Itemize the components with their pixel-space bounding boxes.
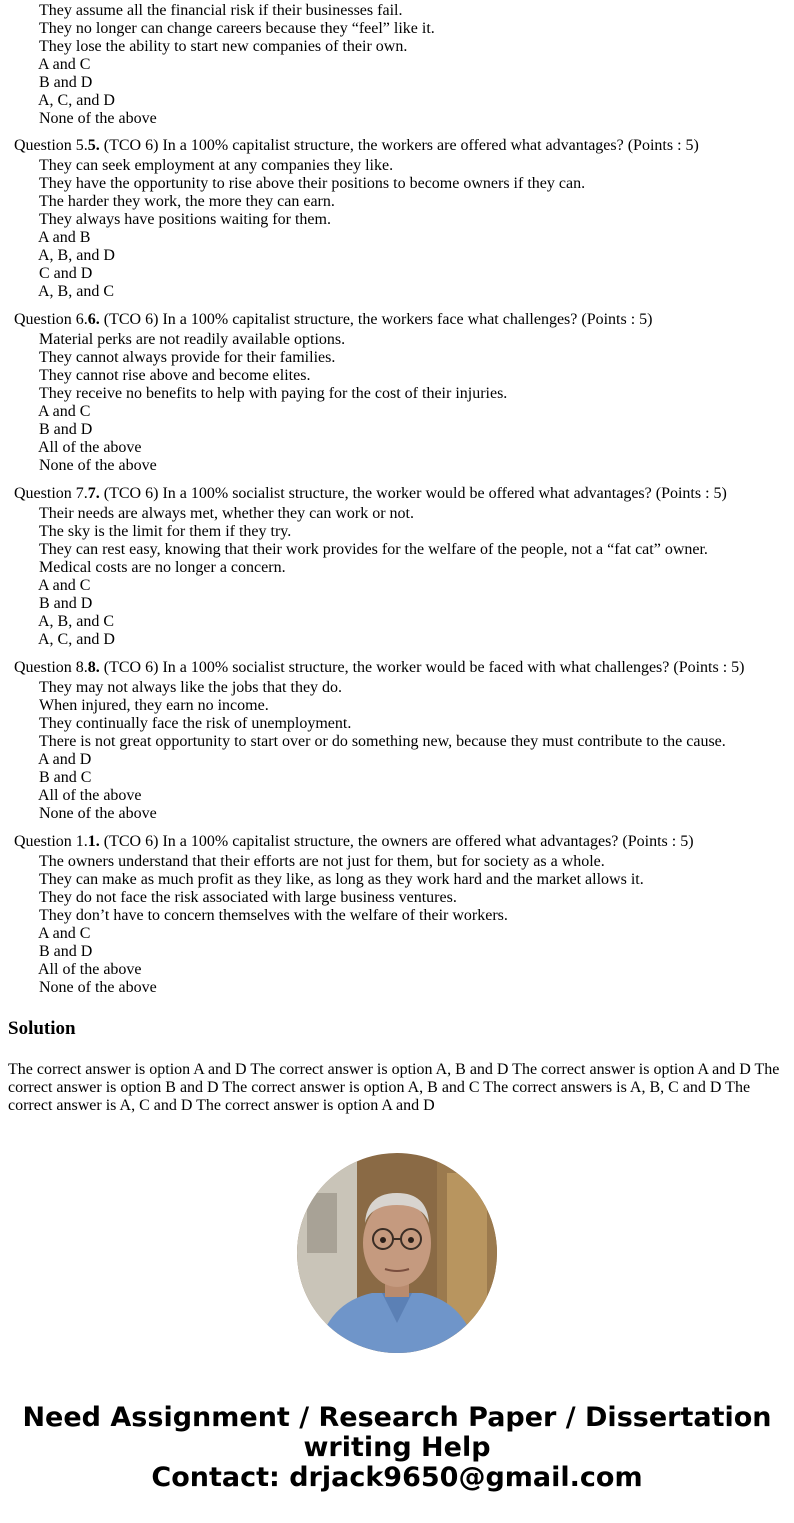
option-text: They do not face the risk associated with large business ventures. — [39, 889, 457, 906]
option-text: They receive no benefits to help with paying for the cost of their injuries. — [39, 385, 508, 402]
option-text: They lose the ability to start new companies of their own. — [39, 38, 408, 55]
answer-choice: A, C, and D — [38, 631, 115, 648]
question-number: 5. — [87, 137, 100, 154]
answer-choice: A, B, and C — [38, 613, 114, 630]
option-text: They assume all the financial risk if their businesses fail. — [39, 2, 403, 19]
question-text: (TCO 6) In a 100% socialist structure, the worker would be faced with what challenges? (Points : 5) — [99, 659, 745, 676]
question-text: (TCO 6) In a 100% socialist structure, the worker would be offered what advantages? (Points : 5) — [99, 485, 727, 502]
question-heading — [14, 833, 784, 853]
answer-choice: B and D — [39, 421, 93, 438]
question-heading — [14, 311, 784, 331]
question-prefix: Question 7. — [14, 485, 88, 502]
answer-choice: All of the above — [38, 787, 142, 804]
option-text: They always have positions waiting for them. — [39, 211, 331, 228]
option-text: When injured, they earn no income. — [39, 697, 269, 714]
question-number: 1. — [87, 833, 100, 850]
question-heading — [14, 659, 784, 679]
answer-choice: None of the above — [39, 110, 157, 127]
question-7 — [14, 485, 784, 649]
question-prefix: Question 6. — [14, 311, 88, 328]
answer-choice: None of the above — [39, 457, 157, 474]
promo-banner — [0, 1403, 794, 1493]
option-text: They can seek employment at any companies they like. — [39, 157, 394, 174]
option-text: Material perks are not readily available options. — [39, 331, 346, 348]
answer-choice: B and C — [39, 769, 92, 786]
question-5 — [14, 137, 784, 301]
option-text: The sky is the limit for them if they try. — [39, 523, 292, 540]
option-text: They continually face the risk of unemployment. — [39, 715, 352, 732]
answer-choice: A, B, and C — [38, 283, 114, 300]
solution-text: The correct answer is option A and D The correct answer is option A, B and D The correct answer is option A and D The correct answer is option B and D The correct answer is option A, B and C The correct answers is A, B, C and D The correct answer is A, C and D The correct answer is option A and D — [8, 1061, 780, 1114]
question-number: 6. — [87, 311, 100, 328]
question-8 — [14, 659, 784, 823]
option-text: They no longer can change careers because they “feel” like it. — [39, 20, 435, 37]
question-heading — [14, 485, 784, 505]
portrait-image — [297, 1153, 497, 1353]
answer-choice: A and B — [38, 229, 91, 246]
option-text: They have the opportunity to rise above their positions to become owners if they can. — [39, 175, 586, 192]
answer-choice: A and C — [38, 925, 91, 942]
answer-choice: All of the above — [38, 439, 142, 456]
option-text: They cannot rise above and become elites. — [39, 367, 311, 384]
answer-choice: A, C, and D — [38, 92, 115, 109]
question-text: (TCO 6) In a 100% capitalist structure, the workers face what challenges? (Points : 5) — [99, 311, 653, 328]
contact-email: Contact: drjack9650@gmail.com — [151, 1462, 643, 1493]
question-heading — [14, 137, 784, 157]
answer-choice: A and D — [38, 751, 92, 768]
answer-choice: A and C — [38, 56, 91, 73]
answer-choice: B and D — [39, 943, 93, 960]
question-6 — [14, 311, 784, 475]
question-prefix: Question 8. — [14, 659, 88, 676]
option-text: They can make as much profit as they like, as long as they work hard and the market allows it. — [39, 871, 644, 888]
previous-question-options — [39, 2, 435, 128]
solution-heading: Solution — [8, 1018, 76, 1039]
answer-choice: A, B, and D — [38, 247, 115, 264]
question-number: 8. — [87, 659, 100, 676]
answer-choice: All of the above — [38, 961, 142, 978]
question-number: 7. — [87, 485, 100, 502]
promo-line: writing Help — [303, 1432, 491, 1463]
question-text: (TCO 6) In a 100% capitalist structure, the owners are offered what advantages? (Points : 5) — [99, 833, 694, 850]
option-text: Their needs are always met, whether they can work or not. — [39, 505, 414, 522]
question-prefix: Question 1. — [14, 833, 88, 850]
option-text: The harder they work, the more they can earn. — [39, 193, 335, 210]
option-text: Medical costs are no longer a concern. — [39, 559, 286, 576]
question-text: (TCO 6) In a 100% capitalist structure, the workers are offered what advantages? (Points : 5) — [99, 137, 699, 154]
option-text: They don’t have to concern themselves with the welfare of their workers. — [39, 907, 508, 924]
question-1 — [14, 833, 784, 997]
answer-choice: B and D — [39, 595, 93, 612]
answer-choice: B and D — [39, 74, 93, 91]
option-text: There is not great opportunity to start over or do something new, because they must contribute to the cause. — [39, 733, 726, 750]
answer-choice: A and C — [38, 403, 91, 420]
answer-choice: None of the above — [39, 805, 157, 822]
option-text: The owners understand that their efforts are not just for them, but for society as a whole. — [39, 853, 605, 870]
question-prefix: Question 5. — [14, 137, 88, 154]
answer-choice: C and D — [39, 265, 93, 282]
option-text: They may not always like the jobs that they do. — [39, 679, 343, 696]
answer-choice: None of the above — [39, 979, 157, 996]
answer-choice: A and C — [38, 577, 91, 594]
option-text: They can rest easy, knowing that their work provides for the welfare of the people, not a “fat cat” owner. — [39, 541, 708, 558]
option-text: They cannot always provide for their families. — [39, 349, 336, 366]
author-avatar — [297, 1153, 497, 1353]
promo-line: Need Assignment / Research Paper / Dissertation — [22, 1402, 772, 1433]
